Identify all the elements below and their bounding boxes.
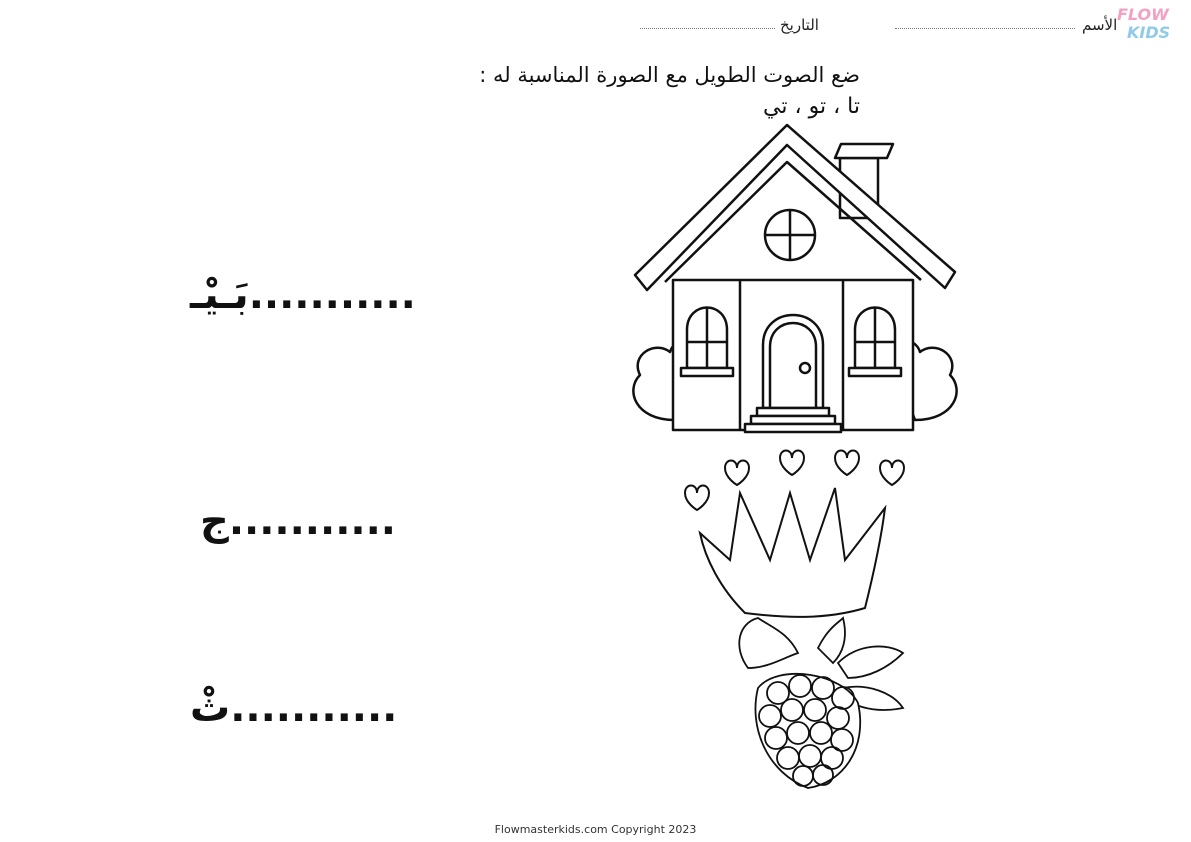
logo <box>1117 6 1173 48</box>
exercise-word-2: ج........... <box>200 498 396 544</box>
logo-line2: KIDS <box>1127 23 1171 42</box>
instruction-options: تا ، تو ، تي <box>763 94 860 119</box>
crown-picture <box>675 448 905 618</box>
name-line <box>895 28 1075 29</box>
date-line <box>640 28 775 29</box>
logo-line1: FLOW <box>1117 5 1169 24</box>
berry-picture <box>728 618 913 793</box>
date-label: التاريخ <box>780 16 819 34</box>
instruction <box>300 60 860 122</box>
exercise-word-1: بَـيْـ........... <box>190 272 416 318</box>
footer-copyright: Flowmasterkids.com Copyright 2023 <box>494 823 697 836</box>
name-label: الأسم <box>1082 16 1118 34</box>
exercise-word-3: ثْ........... <box>190 685 398 731</box>
house-picture <box>615 120 975 440</box>
instruction-text: ضع الصوت الطويل مع الصورة المناسبة له : <box>479 63 860 87</box>
